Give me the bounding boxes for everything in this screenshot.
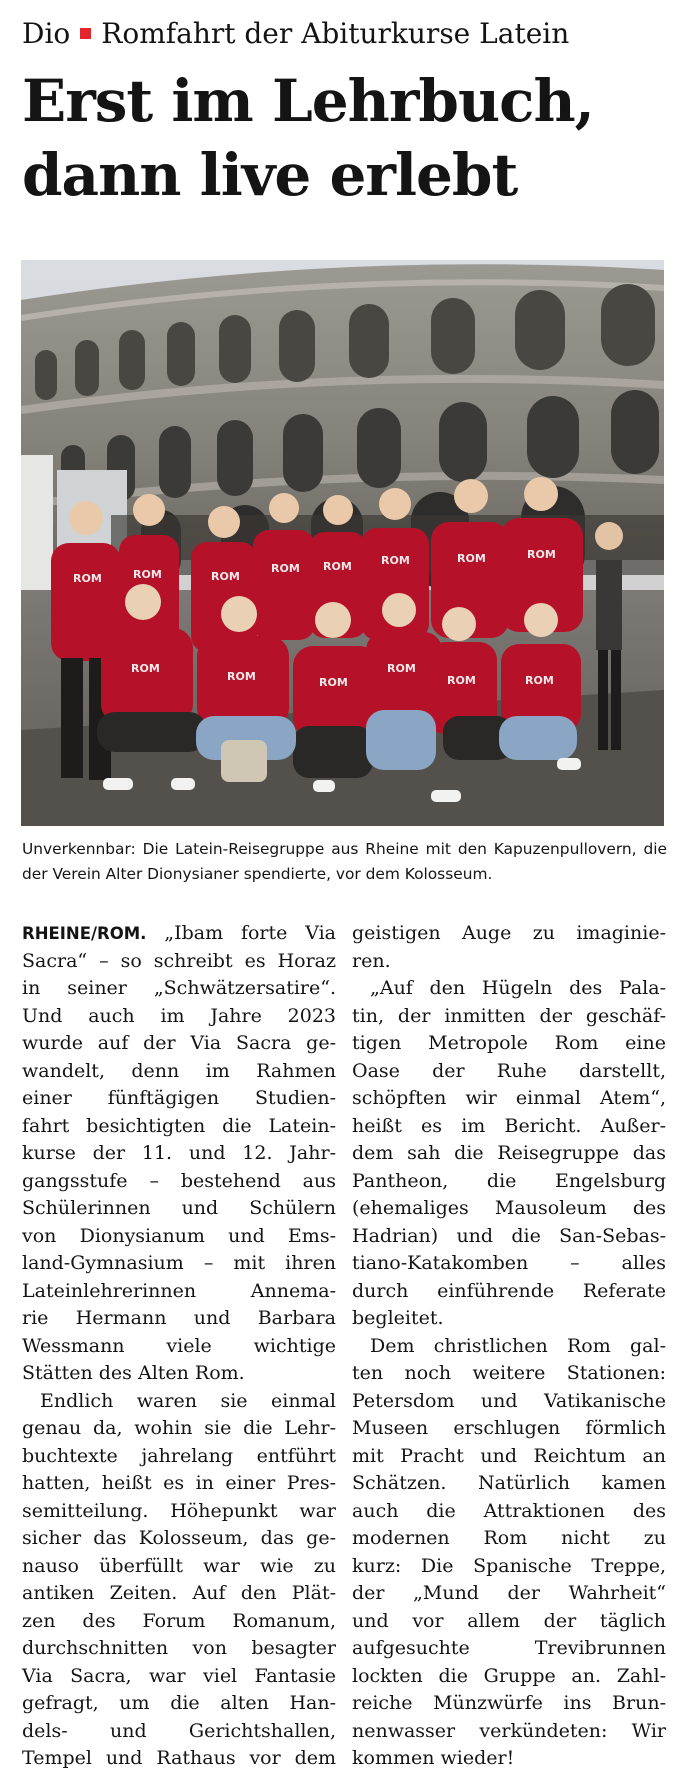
hoodie-label: ROM [387, 662, 416, 675]
article-line: Petersdom und Vatikanische [352, 1389, 666, 1412]
article-line: und vor allem der täglich [352, 1609, 666, 1632]
article-line: Schülerinnen und Schülern [22, 1197, 336, 1219]
article-line: geistigen Auge zu imaginie- [352, 922, 666, 944]
article-line: von Dionysianum und Ems- [22, 1224, 336, 1247]
article-line: der „Mund der Wahrheit“ [352, 1582, 666, 1604]
article-line: hatten, heißt es in einer Pres- [22, 1472, 336, 1494]
article-line: durch einführende Referate [352, 1279, 666, 1302]
hoodie-label: ROM [457, 552, 486, 565]
article-line: land-Gymnasium – mit ihren [22, 1252, 336, 1274]
article-line: zen des Forum Romanum, [22, 1609, 336, 1632]
dateline: RHEINE/ROM. [22, 924, 147, 943]
article-line: lockten die Gruppe an. Zahl- [352, 1664, 666, 1687]
hoodie-label: ROM [323, 560, 352, 573]
article-line: nauso überfüllt war wie zu [22, 1554, 336, 1577]
hoodie-label: ROM [131, 662, 160, 675]
article-line: wandelt, denn im Rahmen [22, 1059, 336, 1082]
hoodie-label: ROM [73, 572, 102, 585]
article-line: kurz: Die Spanische Treppe, [352, 1554, 666, 1577]
kicker [22, 12, 671, 56]
article-line: gangsstufe – bestehend aus [22, 1169, 336, 1192]
article-line: kommen wieder! [352, 1747, 515, 1769]
article-line: wurde auf der Via Sacra ge- [22, 1032, 336, 1054]
article-line: semitteilung. Höhepunkt war [22, 1499, 336, 1522]
kicker-topic: Romfahrt der Abiturkurse Latein [101, 17, 570, 50]
article-line: Und auch im Jahre 2023 [22, 1004, 336, 1027]
article-line: Sacra“ – so schreibt es Horaz [22, 949, 336, 972]
article-line: dels- und Gerichtshallen, [22, 1719, 336, 1742]
article-line: Wessmann viele wichtige [22, 1334, 336, 1357]
article-line: Endlich waren sie einmal [40, 1389, 336, 1412]
article-line: sicher das Kolosseum, das ge- [22, 1527, 336, 1549]
article-line: kurse der 11. und 12. Jahr- [22, 1142, 336, 1164]
article-line: dem sah die Reisegruppe das [352, 1142, 666, 1164]
article-line: buchtexte jahrelang entführt [22, 1444, 336, 1467]
hoodie-label: ROM [381, 554, 410, 567]
article-line: genau da, wohin sie die Lehr- [22, 1417, 336, 1439]
photo-caption: Unverkennbar: Die Latein-Reisegruppe aus Rheine mit den Kapuzenpullovern, die der Verein Alter Dionysianer spendierte, vor dem Kolosseum. [22, 840, 667, 883]
kicker-place: Dio [22, 17, 71, 50]
article-line: tiano-Katakomben – alles [352, 1252, 666, 1274]
hoodie-label: ROM [227, 670, 256, 683]
article-line: aufgesuchte Trevibrunnen [352, 1637, 666, 1659]
article-column-left [22, 920, 336, 1773]
article-line: Oase der Ruhe darstellt, [352, 1059, 666, 1082]
article-line: in seiner „Schwätzersatire“. [22, 977, 336, 999]
article-line: antiken Zeiten. Auf den Plät- [22, 1582, 336, 1604]
article-line: Lateinlehrerinnen Annema- [22, 1279, 336, 1302]
article-line: RHEINE/ROM. „Ibam forte Via [22, 922, 336, 944]
article-line: ten noch weitere Stationen: [352, 1362, 666, 1384]
article-line: gefragt, um die alten Han- [22, 1692, 336, 1714]
colosseum-photo-illustration [21, 260, 664, 826]
article-line: tigen Metropole Rom eine [352, 1032, 666, 1054]
article-line: durchschnitten von besagter [22, 1637, 336, 1659]
headline [22, 64, 672, 212]
article-line: Tempel und Rathaus vor dem [22, 1747, 336, 1769]
article-line: heißt es im Bericht. Außer- [352, 1114, 666, 1137]
article-line: rie Hermann und Barbara [22, 1307, 336, 1329]
article-line: „Auf den Hügeln des Pala- [370, 977, 666, 999]
article-line: (ehemaliges Mausoleum des [352, 1197, 666, 1219]
article-line: fahrt besichtigten die Latein- [22, 1114, 336, 1137]
article-line: ren. [352, 949, 391, 972]
article-line: Hadrian) und die San-Sebas- [352, 1224, 666, 1247]
hoodie-label: ROM [211, 570, 240, 583]
hoodie-label: ROM [447, 674, 476, 687]
hoodie-label: ROM [527, 548, 556, 561]
group-photo-colosseum [21, 260, 664, 826]
article-line: Stätten des Alten Rom. [22, 1362, 245, 1384]
article-line: Schätzen. Natürlich kamen [352, 1472, 666, 1494]
hoodie-label: ROM [319, 676, 348, 689]
article-line: Via Sacra, war viel Fantasie [22, 1664, 336, 1687]
article-line: begleitet. [352, 1307, 444, 1329]
article-line: Dem christlichen Rom gal- [370, 1334, 666, 1357]
article-line: Pantheon, die Engelsburg [352, 1169, 666, 1192]
article-line: reiche Münzwürfe ins Brun- [352, 1692, 666, 1714]
article-line: einer fünftägigen Studien- [22, 1087, 336, 1109]
hoodie-label: ROM [133, 568, 162, 581]
hoodie-label: ROM [525, 674, 554, 687]
article-line: auch die Attraktionen des [352, 1499, 666, 1522]
article-line: Museen erschlugen förmlich [352, 1417, 666, 1439]
kicker-separator-square [80, 28, 91, 39]
headline-line-1: Erst im Lehrbuch, [22, 67, 594, 135]
article-line: mit Pracht und Reichtum an [352, 1444, 666, 1467]
article-column-right [352, 920, 666, 1773]
article-line: tin, der inmitten der geschäf- [352, 1004, 666, 1027]
article-line: modernen Rom nicht zu [352, 1527, 666, 1549]
article-line: schöpften wir einmal Atem“, [352, 1087, 666, 1109]
hoodie-label: ROM [271, 562, 300, 575]
article-line: nenwasser verkündeten: Wir [352, 1719, 666, 1742]
headline-line-2: dann live erlebt [22, 141, 518, 209]
